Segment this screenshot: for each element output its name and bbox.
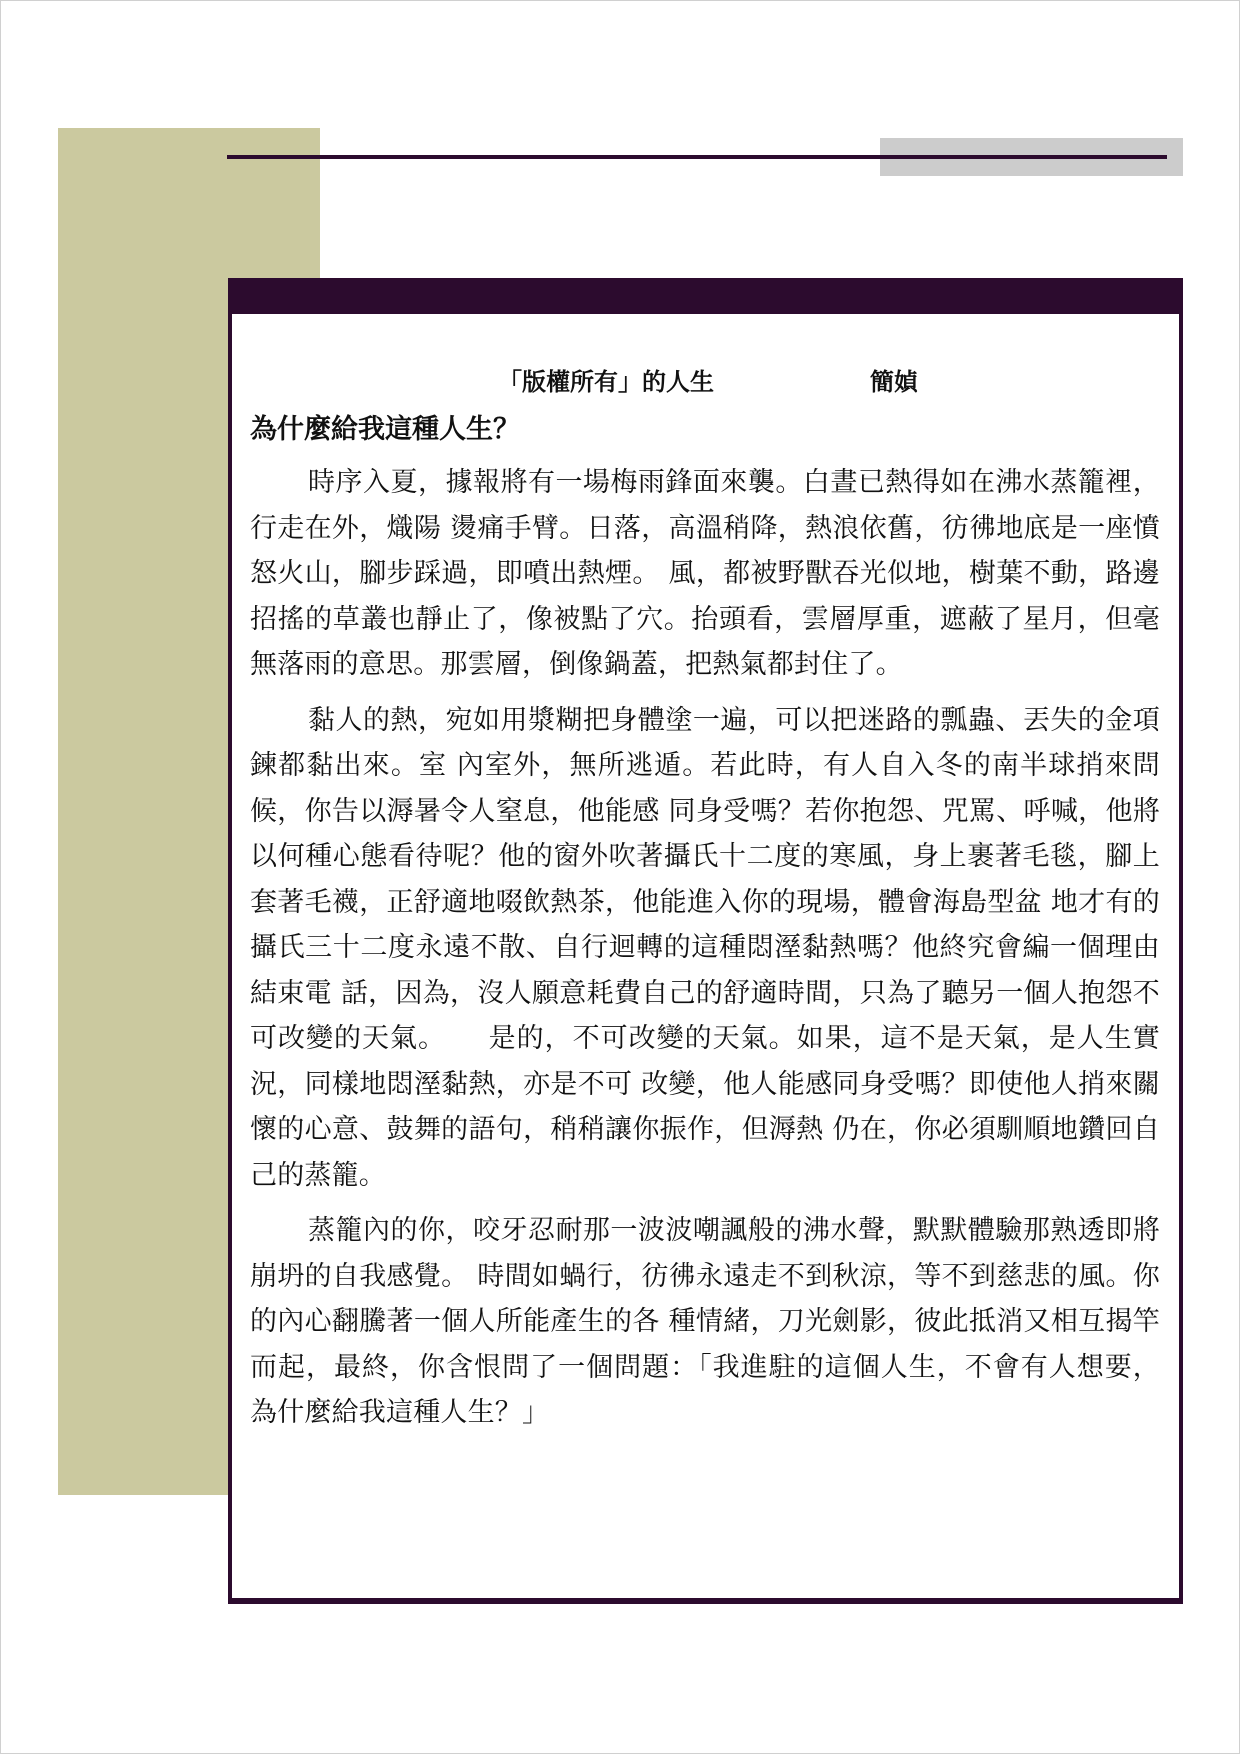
article-subtitle: 為什麼給我這種人生？: [250, 414, 520, 445]
article: [250, 350, 1160, 1446]
title-row: [250, 350, 1160, 398]
paragraph-2: 黏人的熱，宛如用漿糊把身體塗一遍，可以把迷路的瓢蟲、丟失的金項鍊都黏出來。室 內室外，無所逃遁。若此時，有人自入冬的南半球捎來問候，你告以溽暑令人窒息，他能感 同身受嗎？若你抱怨、咒罵、呼喊，他將以何種心態看待呢？他的窗外吹著攝氏十二度的寒風，身上裹著毛毯，腳上套著毛襪，正舒適地啜飲熱茶，他能進入你的現場，體會海島型盆 地才有的攝氏三十二度永遠不散、自行迴轉的這種悶溼黏熱嗎？他終究會編一個理由結束電 話，因為，沒人願意耗費自己的舒適時間，只為了聽另一個人抱怨不可改變的天氣。 是的，不可改變的天氣。如果，這不是天氣，是人生實況，同樣地悶溼黏熱，亦是不可 改變，他人能感同身受嗎？即使他人捎來關懷的心意、鼓舞的語句，稍稍讓你振作，但溽熱 仍在，你必須馴順地鑽回自己的蒸籠。: [250, 704, 1160, 1191]
article-author: 簡媜: [870, 367, 918, 396]
paragraph-1: 時序入夏，據報將有一場梅雨鋒面來襲。白晝已熱得如在沸水蒸籠裡，行走在外，熾陽 燙痛手臂。日落，高溫稍降，熱浪依舊，彷彿地底是一座憤怒火山，腳步踩過，即噴出熱煙。 風，都被野獸吞光似地，樹葉不動，路邊招搖的草叢也靜止了，像被點了穴。抬頭看，雲層厚重，遮蔽了星月，但毫無落雨的意思。那雲層，倒像鍋蓋，把熱氣都封住了。: [250, 467, 1160, 680]
paragraph-3: 蒸籠內的你，咬牙忍耐那一波波嘲諷般的沸水聲，默默體驗那熟透即將崩坍的自我感覺。 時間如蝸行，彷彿永遠走不到秋涼，等不到慈悲的風。你的內心翻騰著一個人所能產生的各 種情緒，刀光劍影，彼此抵消又相互揭竿而起，最終，你含恨問了一個問題：「我進駐的這個人生，不會有人想要，為什麼給我這種人生？」: [250, 1215, 1160, 1428]
decorative-rule-line-overlay: [880, 155, 1167, 159]
article-title: 「版權所有」的人生: [498, 367, 714, 396]
